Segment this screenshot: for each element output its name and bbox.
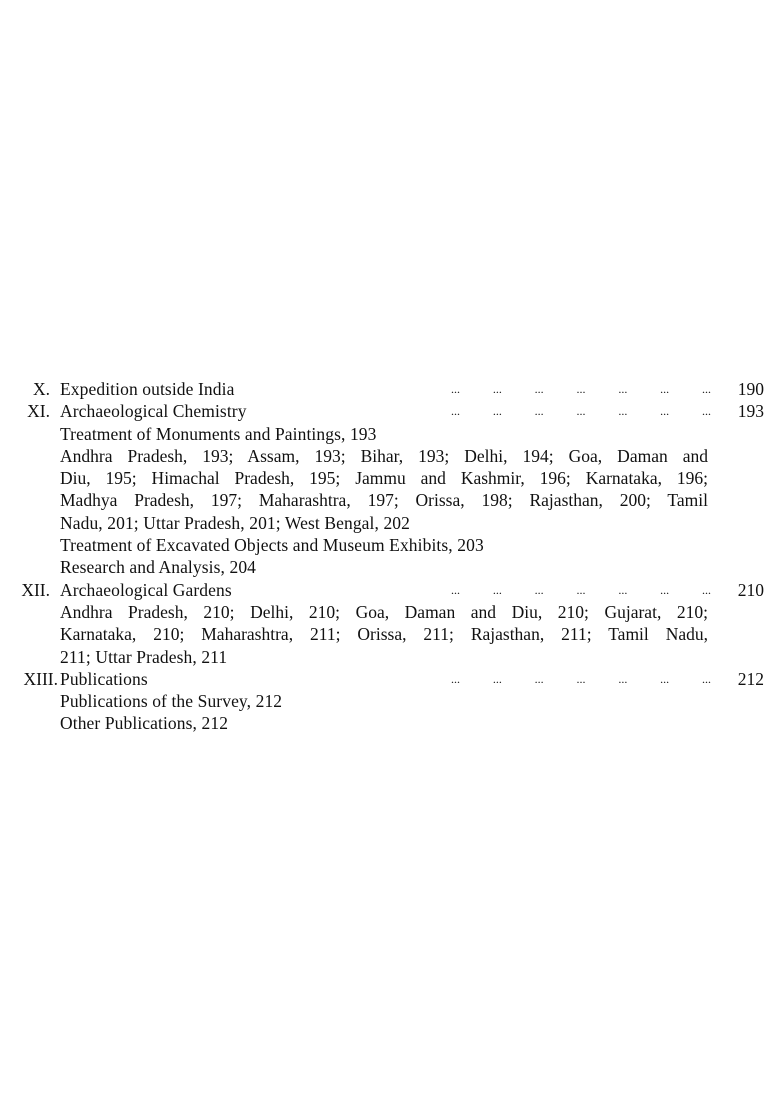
leader-dot: ... [576,382,586,396]
section-numeral: X. [32,379,50,399]
toc-subentry-line [0,534,780,556]
subentry-text: Andhra Pradesh, 193; Assam, 193; Bihar, 193; Delhi, 194; Goa, Daman and [60,445,708,466]
subentry-text: Madhya Pradesh, 197; Maharashtra, 197; Orissa, 198; Rajasthan, 200; Tamil [60,490,708,511]
page-number: 212 [737,668,764,689]
toc-entry [0,668,780,690]
leader-dot: ... [660,382,670,396]
table-of-contents [0,378,780,735]
leader-dot: ... [534,671,544,686]
leader-dot: ... [701,582,711,597]
section-title: Archaeological Gardens [60,579,232,600]
leader-dot: ... [660,671,670,686]
section-numeral: XI. [27,401,50,422]
leader-dot: ... [534,582,544,597]
subentry-text: Diu, 195; Himachal Pradesh, 195; Jammu and Kashmir, 196; Karnataka, 196; [60,468,708,489]
leader-dot: ... [576,582,586,597]
leader-dot: ... [576,671,586,686]
subentry-text: Publications of the Survey, 212 [60,691,283,712]
leader-dot: ... [618,382,628,396]
section-title: Expedition outside India [60,379,235,399]
toc-entry [0,579,780,601]
leader-dots [451,579,711,601]
toc-entry [0,378,780,400]
toc-subentry-line [0,445,780,467]
leader-dot: ... [534,404,544,419]
leader-dot: ... [618,404,628,419]
leader-dot: ... [492,582,502,597]
leader-dot: ... [534,382,544,396]
subentry-text: 211; Uttar Pradesh, 211 [60,646,228,667]
subentry-text: Karnataka, 210; Maharashtra, 211; Orissa, 211; Rajasthan, 211; Tamil Nadu, [60,624,708,645]
toc-subentry-line [0,556,780,578]
page-number: 210 [737,579,764,600]
leader-dots [451,668,711,690]
subentry-text: Nadu, 201; Uttar Pradesh, 201; West Bengal, 202 [60,512,410,533]
subentry-text: Treatment of Excavated Objects and Museum Exhibits, 203 [60,535,484,556]
leader-dot: ... [492,382,502,396]
leader-dot: ... [660,582,670,597]
section-numeral: XIII. [23,668,58,689]
leader-dot: ... [701,671,711,686]
toc-subentry-line [0,646,780,668]
subentry-text: Treatment of Monuments and Paintings, 193 [60,423,377,444]
leader-dot: ... [451,404,460,419]
subentry-text: Andhra Pradesh, 210; Delhi, 210; Goa, Daman and Diu, 210; Gujarat, 210; [60,601,708,622]
leader-dot: ... [492,671,502,686]
subentry-text: Other Publications, 212 [60,713,229,734]
section-title: Publications [60,668,148,689]
leader-dots [451,400,711,422]
subentry-text: Research and Analysis, 204 [60,557,257,578]
leader-dot: ... [576,404,586,419]
toc-subentry-line [0,690,780,712]
toc-subentry-line [0,712,780,734]
page-number: 193 [737,401,764,422]
leader-dot: ... [451,382,460,396]
toc-subentry-line [0,467,780,489]
leader-dot: ... [618,671,628,686]
toc-entry [0,400,780,422]
toc-subentry-line [0,623,780,645]
leader-dot: ... [660,404,670,419]
section-title: Archaeological Chemistry [60,401,247,422]
leader-dots [451,378,711,400]
leader-dot: ... [492,404,502,419]
page-number: 190 [737,379,764,399]
toc-subentry-line [0,601,780,623]
leader-dot: ... [451,671,460,686]
leader-dot: ... [701,382,711,396]
toc-subentry-line [0,512,780,534]
section-numeral: XII. [21,579,50,600]
toc-subentry-line [0,423,780,445]
leader-dot: ... [701,404,711,419]
leader-dot: ... [618,582,628,597]
toc-subentry-line [0,489,780,511]
leader-dot: ... [451,582,460,597]
